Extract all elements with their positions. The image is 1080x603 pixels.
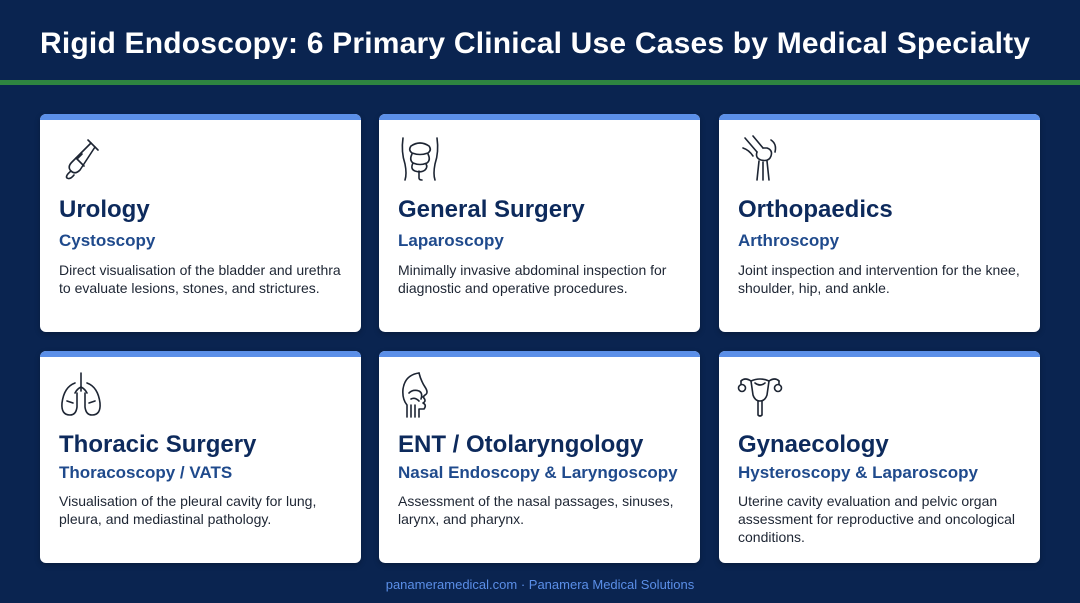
knee-joint-icon — [737, 134, 783, 182]
header — [0, 0, 1080, 80]
description: Visualisation of the pleural cavity for lung, pleura, and mediastinal pathology. — [59, 493, 317, 527]
specialty-name: Gynaecology — [738, 431, 889, 458]
description: Minimally invasive abdominal inspection for diagnostic and operative procedures. — [398, 262, 667, 296]
card-urology — [40, 114, 361, 332]
description: Assessment of the nasal passages, sinuses, larynx, and pharynx. — [398, 493, 674, 527]
procedure-name: Nasal Endoscopy & Laryngoscopy — [398, 463, 678, 482]
procedure-name: Laparoscopy — [398, 231, 504, 250]
card-accent-bar — [40, 114, 361, 120]
description: Uterine cavity evaluation and pelvic organ assessment for reproductive and oncological conditions. — [738, 493, 1016, 545]
card-gynaecology — [719, 351, 1040, 563]
card-accent-bar — [379, 114, 700, 120]
specialty-name: Urology — [59, 196, 150, 223]
header-divider — [0, 80, 1080, 85]
card-thoracic-surgery — [40, 351, 361, 563]
description: Joint inspection and intervention for the knee, shoulder, hip, and ankle. — [738, 262, 1020, 296]
lungs-icon — [58, 371, 104, 419]
card-general-surgery — [379, 114, 700, 332]
page-title: Rigid Endoscopy: 6 Primary Clinical Use Cases by Medical Specialty — [40, 27, 1031, 60]
card-ent — [379, 351, 700, 563]
card-orthopaedics — [719, 114, 1040, 332]
card-accent-bar — [40, 351, 361, 357]
footer-credit: panameramedical.com · Panamera Medical Solutions — [385, 577, 695, 592]
uterus-icon — [737, 371, 783, 419]
description: Direct visualisation of the bladder and urethra to evaluate lesions, stones, and strictures. — [59, 262, 341, 296]
procedure-name: Arthroscopy — [738, 231, 840, 250]
specialty-name: Thoracic Surgery — [59, 431, 257, 458]
procedure-name: Hysteroscopy & Laparoscopy — [738, 463, 978, 482]
card-accent-bar — [379, 351, 700, 357]
procedure-name: Cystoscopy — [59, 231, 156, 250]
use-case-grid — [40, 114, 1040, 563]
specialty-name: ENT / Otolaryngology — [398, 431, 644, 458]
test-tube-icon — [58, 134, 104, 182]
specialty-name: Orthopaedics — [738, 196, 893, 223]
intestines-icon — [397, 134, 443, 182]
card-accent-bar — [719, 114, 1040, 120]
procedure-name: Thoracoscopy / VATS — [59, 463, 233, 482]
card-accent-bar — [719, 351, 1040, 357]
head-profile-icon — [397, 371, 443, 419]
specialty-name: General Surgery — [398, 196, 585, 223]
